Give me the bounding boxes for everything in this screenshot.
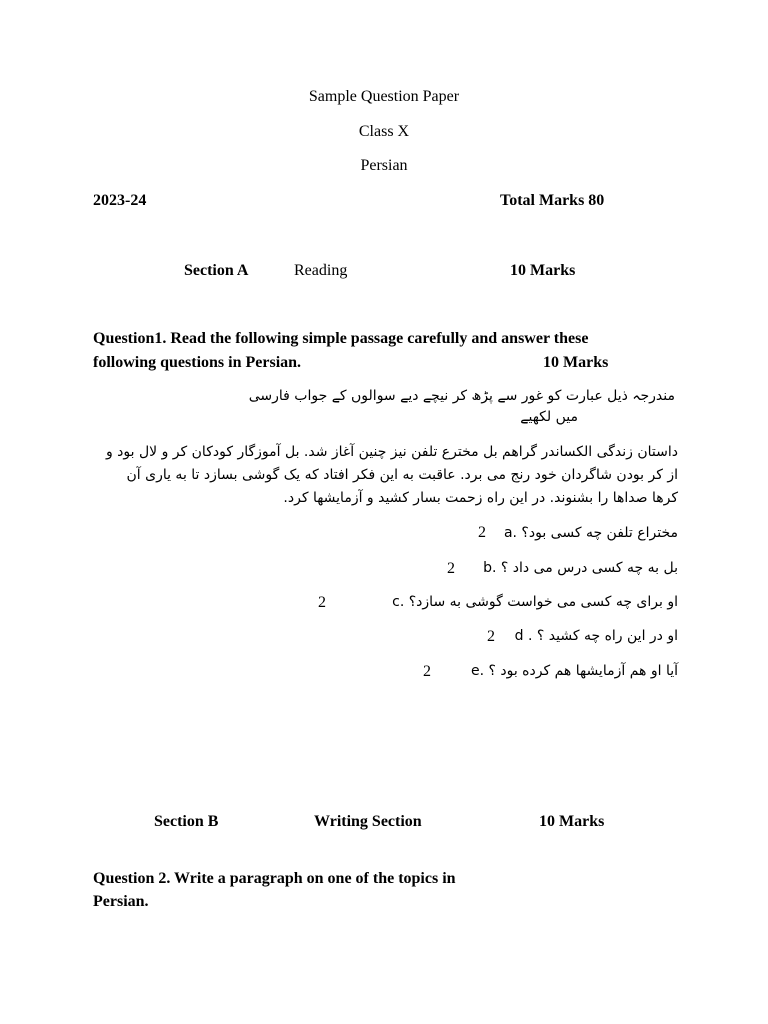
sub-question-a: a. مختراع تلفن چه کسی بود؟ (503, 525, 678, 541)
instruction-line1: مندرجہ ذیل عبارت کو غور سے پڑھ کر نیچے دیے سوالوں کے جواب فارسی (248, 388, 675, 404)
question2-line2: Persian. (93, 893, 149, 910)
total-marks: Total Marks 80 (500, 192, 605, 209)
sub-question-e: e. آیا او هم آزمایشها هم کرده بود ؟ (470, 663, 678, 679)
passage-line2: از کر بودن شاگردان خود رنج می برد. عاقبت به این فکر افتاد که یک گوشی بسازد تا به یاری آن (126, 467, 678, 483)
class-label: Class X (358, 123, 410, 140)
section-a-type: Reading (294, 262, 348, 279)
sub-question-c: c. او برای چه کسی می خواست گوشی به سازد؟ (392, 594, 678, 610)
section-b-type: Writing Section (314, 813, 422, 830)
sub-question-b-mark: 2 (447, 560, 455, 577)
question1-text-line1: . Read the following simple passage carefully and answer these (162, 330, 589, 347)
sub-question-c-mark: 2 (318, 594, 326, 611)
sub-question-a-mark: 2 (478, 524, 486, 541)
paper-title: Sample Question Paper (308, 88, 460, 105)
sub-question-e-mark: 2 (423, 663, 431, 680)
section-b-marks: 10 Marks (539, 813, 605, 830)
passage-line1: داستان زندگی الکساندر گراهم بل مخترع تلفن نیز چنین آغاز شد. بل آموزگار کودکان کر و لال بود و (105, 444, 678, 460)
sub-question-d-mark: 2 (487, 628, 495, 645)
section-b-name: Section B (154, 813, 219, 830)
instruction-line2: میں لکھیے (520, 409, 578, 425)
section-a-name: Section A (184, 262, 249, 279)
academic-year: 2023-24 (93, 192, 147, 209)
passage-line3: کرها صداها را بشنوند. در این راه زحمت بسار کشید و آزمایشها کرد. (283, 490, 678, 506)
subject-label: Persian (360, 157, 408, 174)
question1-text-line2: following questions in Persian. (93, 354, 302, 371)
question1-marks: 10 Marks (543, 354, 609, 371)
sub-question-b: b. بل به چه کسی درس می داد ؟ (483, 560, 678, 576)
sub-question-d: d . او در این راه چه کشید ؟ (514, 628, 678, 644)
question2-line1: Question 2. Write a paragraph on one of the topics in (93, 870, 456, 887)
section-a-marks: 10 Marks (510, 262, 576, 279)
question1-lead: Question1 (93, 330, 163, 347)
question1-heading (93, 330, 588, 348)
